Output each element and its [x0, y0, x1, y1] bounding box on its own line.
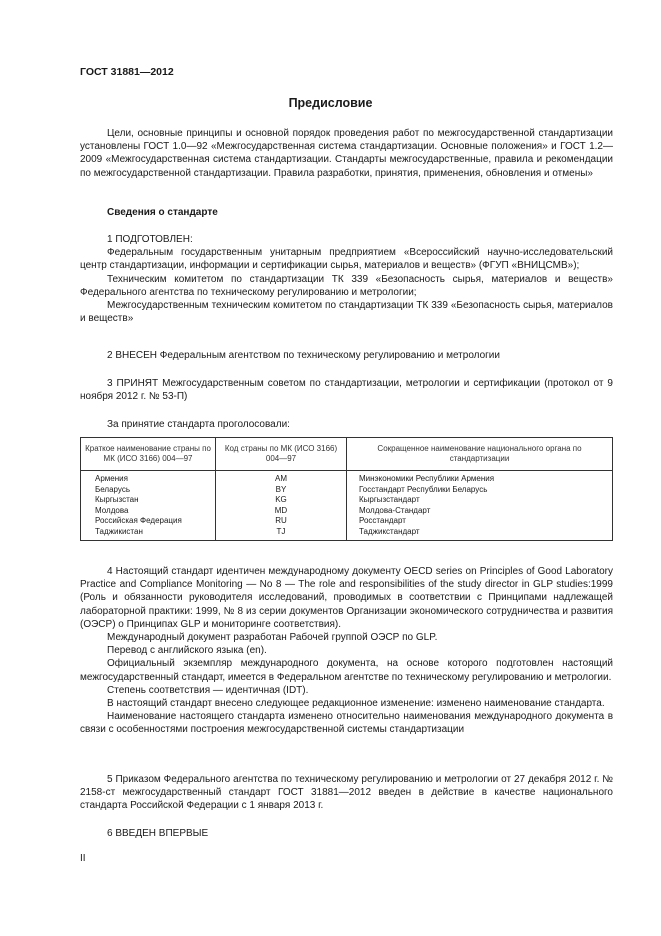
item-4-block [80, 565, 613, 737]
item-4-paragraph-1: 4 Настоящий стандарт идентичен международному документу OECD series on Principles of Good Laboratory Practice and Compliance Monitoring — No 8 — The role and responsibilities of the study director in GLP studies:1999 (Роль и обязанности руководителя исследований, проводимых в соответствии с Принципами надлежащей лабораторной практики: 1999, № 8 из серии документов Организации экономического сотрудничества и развития (ОЭСР) о Принципах GLP и мониторинге соответствия). [80, 566, 613, 630]
voting-states-table [80, 437, 613, 541]
table-cell-country: Таджикистан [95, 526, 143, 536]
table-cell-country: Беларусь [95, 484, 130, 494]
table-header-row [81, 438, 613, 471]
table-cell-body: Таджикстандарт [359, 526, 420, 536]
table-header-code: Код страны по МК (ИСО 3166) 004—97 [216, 438, 347, 471]
item-1-paragraph-3: Межгосударственным техническим комитетом по стандартизации ТК 339 «Безопасность сырья, материалов и веществ» [80, 300, 613, 325]
table-header-body: Сокращенное наименование национального органа по стандартизации [347, 438, 613, 471]
item-4-paragraph-6: В настоящий стандарт внесено следующее редакционное изменение: изменено наименование стандарта. [107, 698, 605, 710]
table-cell-body: Росстандарт [359, 516, 406, 525]
item-4-paragraph-2: Международный документ разработан Рабочей группой ОЭСР по GLP. [107, 632, 438, 644]
table-cell-country: Кыргызстан [95, 495, 139, 504]
table-body-row [81, 471, 613, 541]
page-number: II [80, 853, 86, 864]
table-column-body [347, 471, 613, 541]
section-heading-block [80, 206, 613, 219]
table-cell-code: BY [275, 484, 287, 494]
table-cell-body: Кыргызстандарт [359, 495, 420, 504]
table-cell-code: KG [275, 495, 287, 504]
page-title: Предисловие [288, 96, 373, 110]
vote-label-block [80, 418, 613, 431]
table-cell-country: Армения [95, 474, 128, 483]
item-1-paragraph-2: Техническим комитетом по стандартизации ТК 339 «Безопасность сырья, материалов и веществ» Федерального агентства по техническому регулированию и метрологии; [80, 273, 613, 298]
item-4-paragraph-5: Степень соответствия — идентичная (IDT). [107, 684, 309, 696]
table-cell-body: Минэкономики Республики Армения [359, 474, 495, 483]
table-cell-code: MD [274, 505, 288, 515]
item-4-paragraph-7: Наименование настоящего стандарта изменено относительно наименования международного документа в связи с особенностями построения межгосударственной системы стандартизации [80, 711, 613, 736]
item-3-paragraph: 3 ПРИНЯТ Межгосударственным советом по стандартизации, метрологии и сертификации (протокол от 9 ноября 2012 г. № 53-П) [80, 378, 613, 403]
item-6-block [80, 827, 613, 840]
table-header-country: Краткое наименование страны по МК (ИСО 3166) 004—97 [81, 438, 216, 471]
item-1-block [80, 233, 613, 325]
vote-label: За принятие стандарта проголосовали: [107, 419, 290, 430]
item-1-paragraph-1: Федеральным государственным унитарным предприятием «Всероссийский научно-исследовательский центр стандартизации, информации и сертификации сырья, материалов и веществ» (ФГУП «ВНИЦСМВ»); [80, 247, 613, 272]
table-column-code [216, 471, 347, 541]
table-cell-body: Молдова-Стандарт [359, 505, 431, 515]
item-2-block [80, 349, 613, 362]
intro-block [80, 127, 613, 180]
item-2-paragraph: 2 ВНЕСЕН Федеральным агентством по техническому регулированию и метрологии [107, 350, 500, 361]
table-column-country [81, 471, 216, 541]
section-heading: Сведения о стандарте [107, 207, 218, 218]
item-5-paragraph: 5 Приказом Федерального агентства по техническому регулированию и метрологии от 27 декабря 2012 г. № 2158-ст межгосударственный стандарт ГОСТ 31881—2012 введен в действие в качестве национального стандарта Российской Федерации с 1 января 2013 г. [80, 774, 613, 812]
table-cell-country: Российская Федерация [95, 516, 182, 525]
table-cell-country: Молдова [95, 505, 129, 515]
document-code: ГОСТ 31881—2012 [80, 66, 174, 78]
table-cell-code: AM [275, 474, 287, 483]
item-1-heading: 1 ПОДГОТОВЛЕН: [107, 234, 193, 245]
item-4-paragraph-3: Перевод с английского языка (en). [107, 645, 267, 657]
table-cell-code: TJ [276, 526, 286, 536]
item-4-paragraph-4: Официальный экземпляр международного документа, на основе которого подготовлен настоящий межгосударственный стандарт, имеется в Федеральном агентстве по техническому регулированию и метрологии. [80, 658, 613, 683]
item-6-paragraph: 6 ВВЕДЕН ВПЕРВЫЕ [107, 828, 209, 839]
item-5-block [80, 773, 613, 813]
table-cell-body: Госстандарт Республики Беларусь [359, 484, 488, 494]
item-3-block [80, 377, 613, 403]
intro-paragraph: Цели, основные принципы и основной порядок проведения работ по межгосударственной стандартизации установлены ГОСТ 1.0—92 «Межгосударственная система стандартизации. Основные положения» и ГОСТ 1.2—2009 «Межгосударственная система стандартизации. Стандарты межгосударственные, правила и рекомендации по межгосударственной стандартизации. Правила разработки, принятия, применения, обновления и отмены» [80, 128, 613, 179]
table-cell-code: RU [275, 516, 287, 525]
